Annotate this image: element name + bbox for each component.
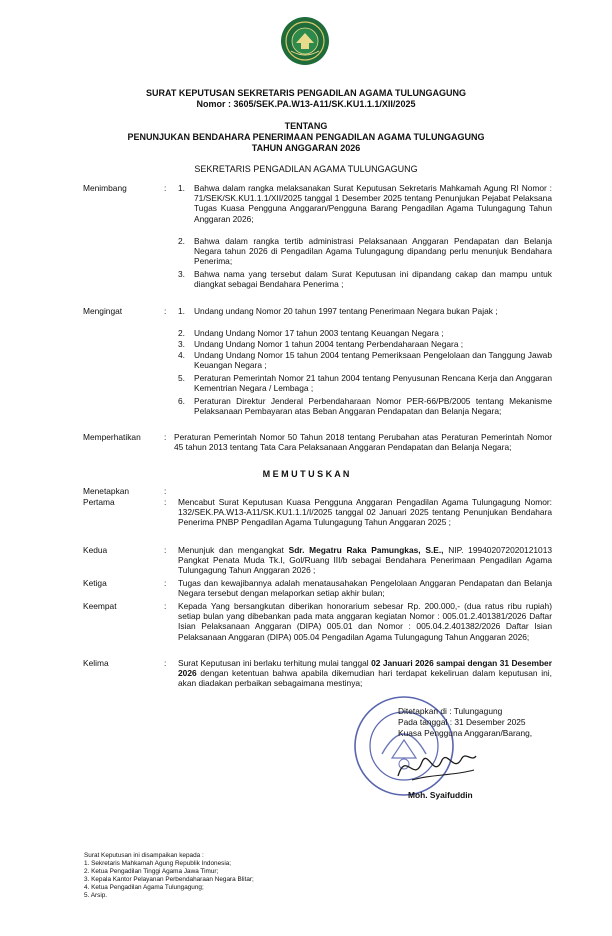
list-number: 1. [178,183,185,193]
appointee-name: Sdr. Megatru Raka Pamungkas, S.E., [288,545,444,555]
colon: : [164,432,167,442]
mengingat-item: Peraturan Pemerintah Nomor 21 tahun 2004 tentang Penyusunan Rencana Kerja dan Anggaran Kementrian Negara / Lembaga ; [194,373,552,394]
mengingat-label: Mengingat [83,306,123,316]
list-number: 2. [178,328,185,338]
kedua-text [178,545,552,576]
colon: : [164,545,167,555]
ketiga-text: Tugas dan kewajibannya adalah menatausahakan Pengelolaan Anggaran Pendapatan dan Belanja Negara tersebut dengan melaporkan setiap akhir bulan; [178,578,552,599]
handwritten-signature [392,740,482,790]
colon: : [164,658,167,668]
kedua-text-2: NIP. 199402072020121013 Pangkat Penata Muda Tk.I, Gol/Ruang III/b sebagai Bendahara Penerimaan Pengadilan Agama Tulungagung Tahun Anggaran 2026 ; [178,545,553,576]
list-number: 1. [178,306,185,316]
colon: : [164,486,167,496]
signatory-name: Moh. Syaifuddin [408,790,473,800]
list-number: 4. [178,350,185,360]
cc-item: 2. Ketua Pengadilan Tinggi Agama Jawa Timur; [84,868,219,875]
mengingat-item: Undang Undang Nomor 15 tahun 2004 tentang Pemeriksaan Pengelolaan dan Tanggung Jawab Keuangan Negara ; [194,350,552,371]
cc-item: 4. Ketua Pengadilan Agama Tulungagung; [84,884,204,891]
memutuskan-heading: M E M U T U S K A N [262,469,350,479]
document-title: SURAT KEPUTUSAN SEKRETARIS PENGADILAN AGAMA TULUNGAGUNG [145,88,466,98]
cc-item: 3. Kepala Kantor Pelayanan Perbendaharaan Negara Blitar; [84,876,254,883]
tentang-heading: TENTANG [284,121,328,131]
menimbang-item: Bahwa dalam rangka melaksanakan Surat Keputusan Sekretaris Mahkamah Agung RI Nomor : 71/SEK/SK.KU1.1.1/XII/2025 tanggal 1 Desember 2025 tentang Penunjukan Pejabat Pelaksana Tugas Kuasa Pengguna Anggaran/Pengguna Barang Pengadilan Agama Tulungagung Tahun Anggaran 2026; [194,183,552,224]
mengingat-item: Undang Undang Nomor 17 tahun 2003 tentang Keuangan Negara ; [194,328,444,338]
colon: : [164,306,167,316]
list-number: 3. [178,339,185,349]
subject-line-1: PENUNJUKAN BENDAHARA PENERIMAAN PENGADILAN AGAMA TULUNGAGUNG [127,132,485,142]
keempat-text: Kepada Yang bersangkutan diberikan honorarium sebesar Rp. 200.000,- (dua ratus ribu rupiah) setiap bulan yang dibebankan pada mata anggaran kegiatan Nomor : 005.01.2.401381/2026 Daftar Isian Pelaksanaan Anggaran (DIPA) 005.01 dan Nomor : 005.04.2.401382/2026 Daftar Isian Pelaksanaan Anggaran (DIPA) 005.04 Pengadilan Agama Tulungagung Tahun Anggaran 2026; [178,601,552,642]
list-number: 3. [178,269,185,279]
document-number: Nomor : 3605/SEK.PA.W13-A11/SK.KU1.1.1/XII/2025 [196,99,416,109]
list-number: 6. [178,396,185,406]
pertama-label: Pertama [83,497,115,507]
subject-line-2: TAHUN ANGGARAN 2026 [251,143,361,153]
signature-place: Ditetapkan di : Tulungagung [398,706,503,716]
mengingat-item: Undang Undang Nomor 1 tahun 2004 tentang Perbendaharaan Negara ; [194,339,464,349]
kedua-text-1: Menunjuk dan mengangkat [178,545,289,555]
kelima-text-2: dengan ketentuan bahwa apabila dikemudian hari terdapat kekeliruan dalam keputusan ini, akan diadakan perbaikan sebagaimana mestinya; [178,668,552,689]
cc-item: 1. Sekretaris Mahkamah Agung Republik Indonesia; [84,860,232,867]
memperhatikan-text: Peraturan Pemerintah Nomor 50 Tahun 2018 tentang Perubahan atas Peraturan Pemerintah Nomor 45 tahun 2013 tentang Tata Cara Pelaksanaan Anggaran Pendapatan dan Belanja Negara; [174,432,552,453]
issuer-line: SEKRETARIS PENGADILAN AGAMA TULUNGAGUNG [194,164,418,174]
list-number: 5. [178,373,185,383]
menimbang-label: Menimbang [83,183,127,193]
validity-period: 02 Januari 2026 sampai dengan 31 Desember 2026 [178,658,552,679]
kelima-text-1: Surat Keputusan ini berlaku terhitung mulai tanggal [178,658,372,668]
signature-role: Kuasa Pengguna Anggaran/Barang, [398,728,533,738]
colon: : [164,601,167,611]
signature-date: Pada tanggal : 31 Desember 2025 [398,717,526,727]
colon: : [164,183,167,193]
colon: : [164,578,167,588]
ketiga-label: Ketiga [83,578,107,588]
kelima-label: Kelima [83,658,109,668]
memperhatikan-label: Memperhatikan [83,432,141,442]
kelima-text [178,658,552,689]
cc-intro: Surat Keputusan ini disampaikan kepada : [84,852,204,859]
menimbang-item: Bahwa nama yang tersebut dalam Surat Keputusan ini dipandang cakap dan mampu untuk diangkat sebagai Bendahara Penerima ; [194,269,552,290]
list-number: 2. [178,236,185,246]
keempat-label: Keempat [83,601,117,611]
kedua-label: Kedua [83,545,108,555]
court-logo [279,13,331,69]
menimbang-item: Bahwa dalam rangka tertib administrasi Pelaksanaan Anggaran Pendapatan dan Belanja Negara tahun 2026 di Pengadilan Agama Tulungagung dipandang perlu menunjuk Bendahara Penerima; [194,236,552,267]
menetapkan-label: Menetapkan [83,486,130,496]
pertama-text: Mencabut Surat Keputusan Kuasa Pengguna Anggaran Pengadilan Agama Tulungagung Nomor: 132/SEK.PA.W13-A11/SK.KU1.1.1/I/2025 tanggal 02 Januari 2025 tentang Penunjukan Bendahara Penerima PNBP Pengadilan Agama Tulungagung Tahun Anggaran 2025 ; [178,497,552,528]
mengingat-item: Peraturan Direktur Jenderal Perbendaharaan Nomor PER-66/PB/2005 tentang Mekanisme Pelaksanaan Pembayaran atas Beban Anggaran Pendapatan dan Belanja Negara; [194,396,552,417]
mengingat-item: Undang undang Nomor 20 tahun 1997 tentang Penerimaan Negara bukan Pajak ; [194,306,498,316]
colon: : [164,497,167,507]
cc-item: 5. Arsip. [84,892,108,899]
